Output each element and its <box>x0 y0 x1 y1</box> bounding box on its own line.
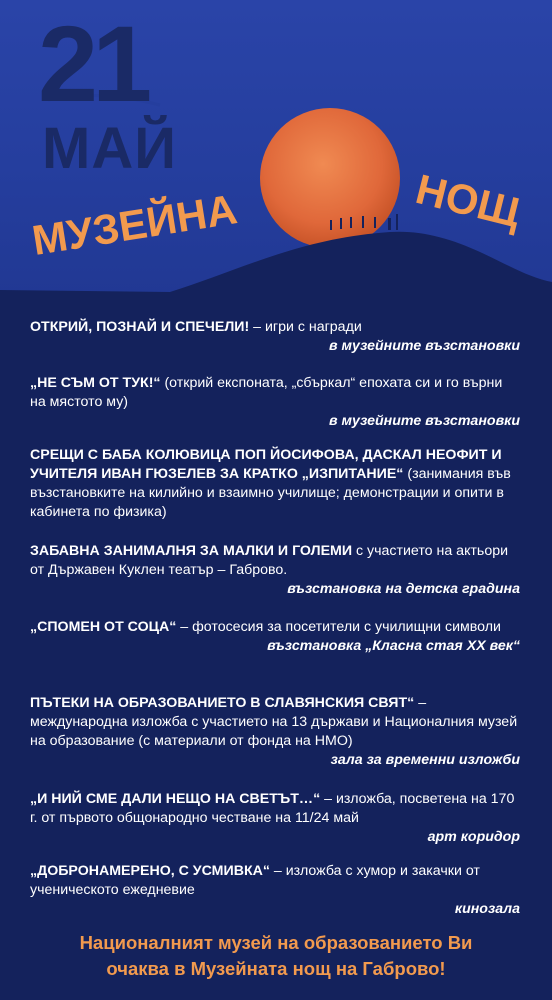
event-description: – фотосесия за посетители с училищни символи <box>176 619 501 635</box>
event-location: зала за временни изложби <box>330 752 520 768</box>
event-description: (занимания във възстановките на килийно и взаимно училище; демонстрации и опити в кабинета по физика) <box>30 466 511 520</box>
event-description: – изложба, посветена на 170 г. от първото общонародно честване на 11/24 май <box>30 791 515 826</box>
event-description: – игри с награди <box>249 319 362 335</box>
hero-banner <box>0 0 552 300</box>
event-item <box>30 374 520 431</box>
event-location: кинозала <box>454 901 520 917</box>
event-title: „И НИЙ СМЕ ДАЛИ НЕЩО НА СВЕТЪТ…“ <box>30 791 321 807</box>
event-item <box>30 790 520 847</box>
event-title: СРЕЩИ С БАБА КОЛЮВИЦА ПОП ЙОСИФОВА, ДАСКАЛ НЕОФИТ И УЧИТЕЛЯ ИВАН ГЮЗЕЛЕВ ЗА КРАТКО „ИЗПИТАНИЕ“ <box>30 447 502 482</box>
invitation-footer <box>20 930 532 982</box>
event-item <box>30 694 520 770</box>
event-description: – изложба с хумор и закачки от ученическото ежедневие <box>30 863 480 898</box>
event-item <box>30 542 520 599</box>
event-title: „НЕ СЪМ ОТ ТУК!“ <box>30 375 161 391</box>
invitation-line-1: Националният музей на образованието Ви <box>79 932 473 953</box>
event-location: в музейните възстановки <box>329 338 520 354</box>
event-month: МАЙ <box>42 116 177 181</box>
event-description: (открий експоната, „сбъркал“ епохата си и го върни на мястото му) <box>30 375 503 410</box>
event-description: с участието на актьори от Държавен Куклен театър – Габрово. <box>30 543 509 578</box>
event-location: възстановка „Класна стая XX век“ <box>267 638 520 654</box>
event-title: „ДОБРОНАМЕРЕНО, С УСМИВКА“ <box>30 863 270 879</box>
title-word-night: НОЩ <box>411 165 526 237</box>
event-item <box>30 862 520 919</box>
event-day: 21 <box>38 3 147 124</box>
event-location: в музейните възстановки <box>329 413 520 429</box>
event-title: „СПОМЕН ОТ СОЦА“ <box>30 619 177 635</box>
event-title: ЗАБАВНА ЗАНИМАЛНЯ ЗА МАЛКИ И ГОЛЕМИ <box>30 543 353 559</box>
event-item <box>30 618 520 656</box>
event-title: ОТКРИЙ, ПОЗНАЙ И СПЕЧЕЛИ! <box>30 319 250 335</box>
event-item <box>30 446 520 522</box>
event-location: арт коридор <box>427 829 520 845</box>
event-title: ПЪТЕКИ НА ОБРАЗОВАНИЕТО В СЛАВЯНСКИЯ СВЯТ“ <box>30 695 415 711</box>
invitation-line-2: очаква в Музейната нощ на Габрово! <box>106 958 446 979</box>
event-location: възстановка на детска градина <box>287 581 520 597</box>
event-item <box>30 318 520 356</box>
title-word-museum: МУЗЕЙНА <box>28 185 241 264</box>
event-description: – международна изложба с участието на 13 държави и Националния музей на образование (с материали от фонда на НМО) <box>30 695 518 749</box>
